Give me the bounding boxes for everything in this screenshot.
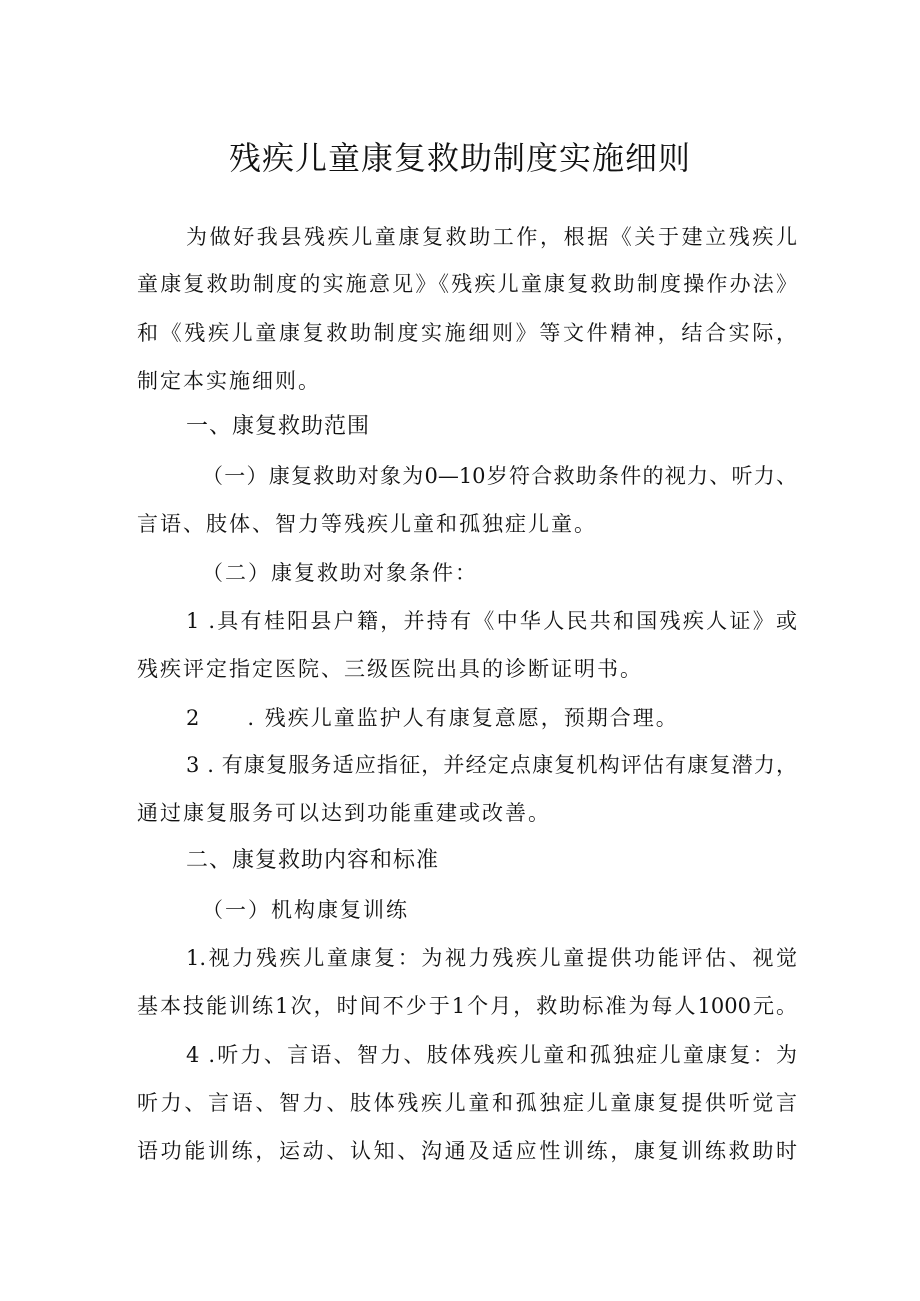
section-1-item-2-heading: （二）康复救助对象条件： [202,561,478,585]
intro-line-1: 为做好我县残疾儿童康复救助工作，根据《关于建立残疾儿 [186,225,797,249]
condition-2: 2 . 残疾儿童监护人有康复意愿，预期合理。 [186,706,679,730]
document-title: 残疾儿童康复救助制度实施细则 [228,139,691,177]
section-2-p2-line-2: 听力、言语、智力、肢体残疾儿童和孤独症儿童康复提供听觉言 [137,1091,797,1115]
intro-line-4: 制定本实施细则。 [137,369,321,393]
condition-1-line-2: 残疾评定指定医院、三级医院出具的诊断证明书。 [137,657,643,681]
section-1-item-1-line-2: 言语、肢体、智力等残疾儿童和孤独症儿童。 [137,512,597,536]
section-2-sub-1: （一）机构康复训练 [202,898,409,922]
section-2-p2-line-1: 4 .听力、言语、智力、肢体残疾儿童和孤独症儿童康复：为 [186,1043,797,1067]
section-2-heading: 二、康复救助内容和标准 [186,848,440,873]
condition-3-line-2: 通过康复服务可以达到功能重建或改善。 [137,801,551,825]
section-2-p1-line-2: 基本技能训练1次，时间不少于1个月，救助标准为每人1000元。 [137,994,797,1018]
section-2-p2-line-3: 语功能训练，运动、认知、沟通及适应性训练，康复训练救助时 [137,1139,797,1163]
intro-line-2: 童康复救助制度的实施意见》《残疾儿童康复救助制度操作办法》 [137,272,797,296]
section-1-item-1-line-1: （一）康复救助对象为0—10岁符合救助条件的视力、听力、 [202,464,797,488]
section-1-heading: 一、康复救助范围 [186,414,371,439]
condition-1-line-1: 1 .具有桂阳县户籍，并持有《中华人民共和国残疾人证》或 [186,609,797,633]
condition-3-line-1: 3 . 有康复服务适应指征，并经定点康复机构评估有康复潜力， [186,753,797,777]
section-2-p1-line-1: 1.视力残疾儿童康复：为视力残疾儿童提供功能评估、视觉 [186,946,797,970]
intro-line-3: 和《残疾儿童康复救助制度实施细则》等文件精神，结合实际， [137,321,797,345]
